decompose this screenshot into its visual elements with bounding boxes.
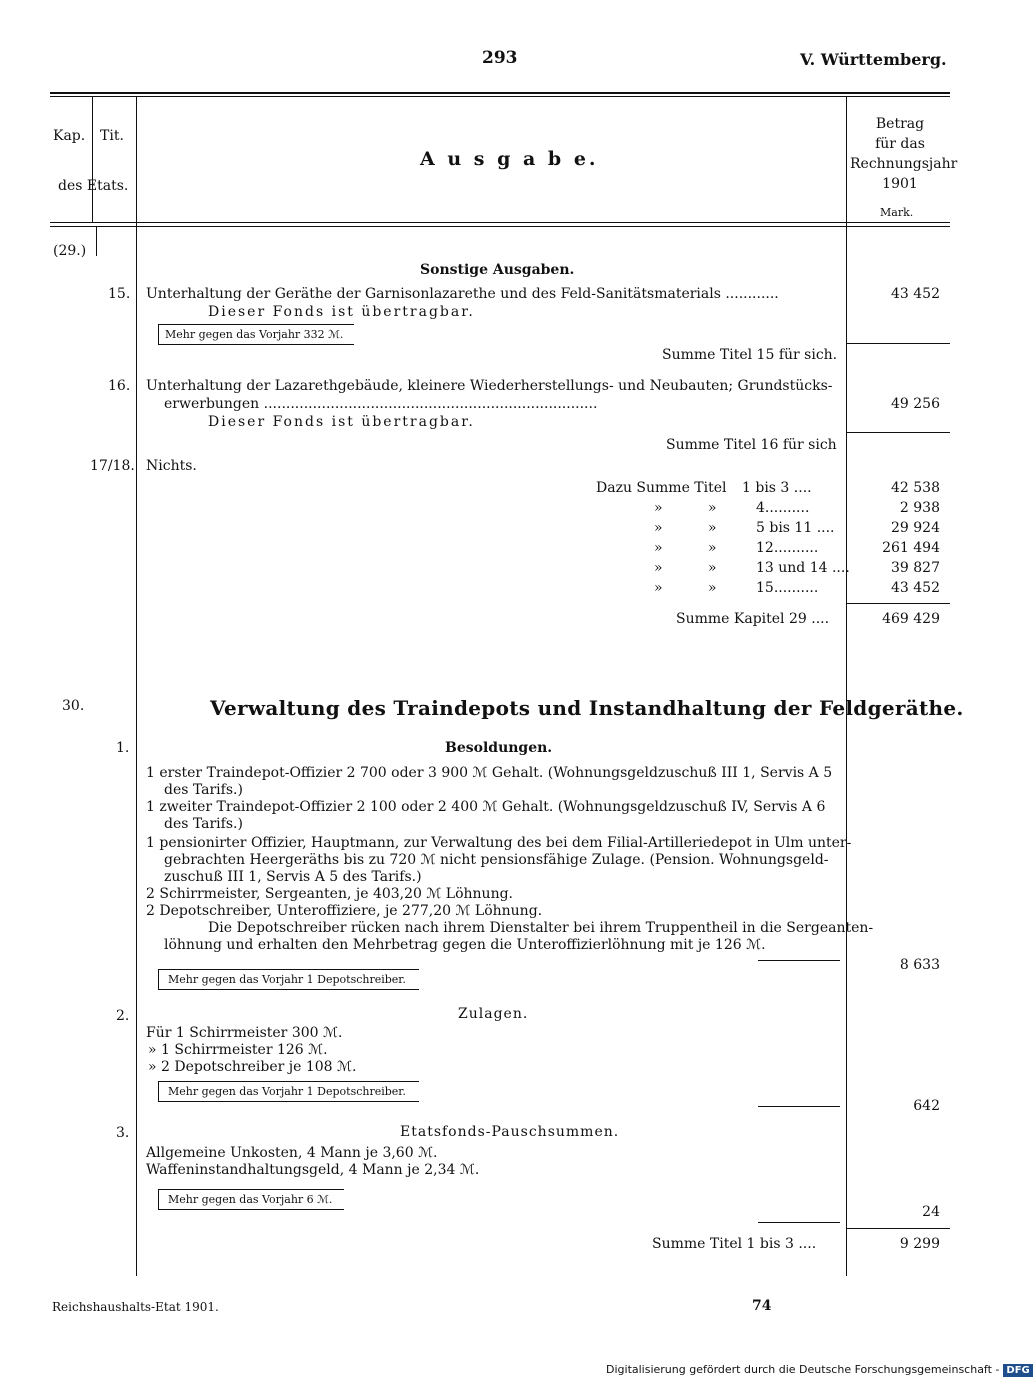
- dazu-ditto-4a: »: [654, 560, 663, 576]
- dazu-range-1: 4..........: [756, 500, 810, 516]
- summe-titel-1-3-value: 9 299: [899, 1236, 940, 1252]
- titel-1-line-6: gebrachten Heergeräths bis zu 720 ℳ nicht pensionsfähige Zulage. (Pension. Wohnungsgeld-: [164, 852, 829, 868]
- betrag-line-3: Rechnungsjahr: [850, 156, 958, 172]
- titel-1-heading: Besoldungen.: [445, 740, 553, 756]
- summe-kapitel-29-value: 469 429: [882, 611, 940, 627]
- titel-1-line-2: des Tarifs.): [164, 782, 243, 798]
- titel-1-line-4: des Tarifs.): [164, 816, 243, 832]
- titel-1-line-7: zuschuß III 1, Servis A 5 des Tarifs.): [164, 869, 422, 885]
- betrag-line-2: für das: [875, 136, 925, 152]
- rule-t3: [758, 1222, 840, 1223]
- col-divider-tit: [136, 96, 137, 1276]
- titel-1-line-3: 1 zweiter Traindepot-Offizier 2 100 oder 2 400 ℳ Gehalt. (Wohnungsgeldzuschuß IV, Servis A 6: [146, 799, 826, 815]
- footer-page: 74: [752, 1298, 772, 1314]
- titel-16-amount: 49 256: [891, 396, 940, 412]
- top-rule-thin: [50, 96, 950, 97]
- dazu-ditto-5b: »: [708, 580, 717, 596]
- dazu-ditto-1b: »: [708, 500, 717, 516]
- titel-2-heading: Zulagen.: [458, 1006, 529, 1022]
- header-rule: [50, 222, 950, 223]
- chapter-30-title: Verwaltung des Traindepots und Instandhaltung der Feldgeräthe.: [210, 696, 964, 720]
- titel-3-amount: 24: [922, 1204, 940, 1220]
- titel-3-note: Mehr gegen das Vorjahr 6 ℳ.: [168, 1193, 333, 1206]
- header-mark: Mark.: [880, 206, 914, 219]
- dazu-ditto-1a: »: [654, 500, 663, 516]
- titel-15-amount: 43 452: [891, 286, 940, 302]
- header-des-etats: des Etats.: [58, 178, 129, 194]
- header-betrag: [850, 114, 958, 194]
- titel-15-text: Unterhaltung der Geräthe der Garnisonlazarethe und des Feld-Sanitätsmaterials ............: [146, 286, 779, 302]
- titel-1-num: 1.: [116, 740, 130, 756]
- dazu-range-4: 13 und 14 ....: [756, 560, 850, 576]
- header-kap: Kap.: [53, 128, 86, 144]
- titel-16-text-1: Unterhaltung der Lazarethgebäude, kleinere Wiederherstellungs- und Neubauten; Grundstücks-: [146, 378, 833, 394]
- header-tit: Tit.: [100, 128, 124, 144]
- rule-summe-30: [846, 1228, 950, 1229]
- dazu-label: Dazu Summe Titel: [596, 480, 727, 496]
- col-divider-kap: [92, 96, 93, 222]
- dazu-ditto-4b: »: [708, 560, 717, 576]
- titel-1-line-11: löhnung und erhalten den Mehrbetrag gegen die Unteroffizierlöhnung mit je 126 ℳ.: [164, 937, 766, 953]
- dazu-ditto-5a: »: [654, 580, 663, 596]
- header-rule-2: [50, 226, 950, 227]
- titel-1-line-8: 2 Schirrmeister, Sergeanten, je 403,20 ℳ Löhnung.: [146, 886, 514, 902]
- titel-3-line-1: Allgemeine Unkosten, 4 Mann je 3,60 ℳ.: [146, 1145, 438, 1161]
- dazu-value-3: 261 494: [882, 540, 940, 556]
- chapter-30-kap: 30.: [62, 698, 85, 714]
- titel-16-summe: Summe Titel 16 für sich: [666, 437, 837, 453]
- dazu-range-5: 15..........: [756, 580, 819, 596]
- footer-dfg: [606, 1363, 1033, 1377]
- dazu-ditto-2a: »: [654, 520, 663, 536]
- dazu-value-4: 39 827: [891, 560, 940, 576]
- titel-2-line-1: Für 1 Schirrmeister 300 ℳ.: [146, 1025, 343, 1041]
- titel-1718-text: Nichts.: [146, 458, 197, 474]
- titel-15-num: 15.: [108, 286, 131, 302]
- titel-1-line-5: 1 pensionirter Offizier, Hauptmann, zur Verwaltung des bei dem Filial-Artilleriedepot in Ulm unter-: [146, 835, 852, 851]
- titel-2-line-2: » 1 Schirrmeister 126 ℳ.: [148, 1042, 328, 1058]
- titel-1-note: Mehr gegen das Vorjahr 1 Depotschreiber.: [168, 973, 406, 986]
- dazu-range-0: 1 bis 3 ....: [742, 480, 812, 496]
- titel-16-num: 16.: [108, 378, 131, 394]
- titel-1-line-10: Die Depotschreiber rücken nach ihrem Dienstalter bei ihrem Truppentheil in die Sergeanten-: [208, 920, 874, 936]
- dazu-value-1: 2 938: [899, 500, 940, 516]
- rule-kapitel-29: [846, 603, 950, 604]
- dazu-value-2: 29 924: [891, 520, 940, 536]
- titel-16-fonds: Dieser Fonds ist übertragbar.: [208, 414, 475, 430]
- rule-t1: [758, 960, 840, 961]
- rule-t2: [758, 1106, 840, 1107]
- titel-1-line-9: 2 Depotschreiber, Unteroffiziere, je 277,20 ℳ Löhnung.: [146, 903, 543, 919]
- summe-titel-1-3: Summe Titel 1 bis 3 ....: [652, 1236, 817, 1252]
- titel-2-num: 2.: [116, 1008, 130, 1024]
- dazu-ditto-3a: »: [654, 540, 663, 556]
- titel-15-note: Mehr gegen das Vorjahr 332 ℳ.: [165, 328, 344, 341]
- titel-2-note: Mehr gegen das Vorjahr 1 Depotschreiber.: [168, 1085, 406, 1098]
- titel-2-amount: 642: [913, 1098, 940, 1114]
- footer-left: Reichshaushalts-Etat 1901.: [52, 1300, 219, 1314]
- betrag-line-1: Betrag: [875, 116, 925, 132]
- dazu-value-5: 43 452: [891, 580, 940, 596]
- titel-1718-num: 17/18.: [90, 458, 135, 474]
- page-number: 293: [482, 48, 518, 68]
- rule-t15: [846, 343, 950, 344]
- titel-3-heading: Etatsfonds-Pauschsummen.: [400, 1124, 620, 1140]
- titel-3-line-2: Waffeninstandhaltungsgeld, 4 Mann je 2,34 ℳ.: [146, 1162, 480, 1178]
- titel-15-summe: Summe Titel 15 für sich.: [662, 347, 838, 363]
- rule-t16: [846, 432, 950, 433]
- chapter-29-kap: (29.): [53, 243, 87, 259]
- dazu-ditto-2b: »: [708, 520, 717, 536]
- col-divider-betrag: [846, 96, 847, 1276]
- dazu-range-3: 12..........: [756, 540, 819, 556]
- col-divider-kap-body: [96, 226, 97, 256]
- dfg-logo-icon: DFG: [1003, 1364, 1032, 1377]
- chapter-29-heading: Sonstige Ausgaben.: [420, 262, 575, 278]
- footer-dfg-text: Digitalisierung gefördert durch die Deutsche Forschungsgemeinschaft -: [606, 1363, 1000, 1376]
- dazu-ditto-3b: »: [708, 540, 717, 556]
- titel-2-line-3: » 2 Depotschreiber je 108 ℳ.: [148, 1059, 357, 1075]
- titel-16-text-2: erwerbungen ...........................................................................: [164, 396, 598, 412]
- header-ausgabe: A u s g a b e.: [420, 148, 599, 170]
- titel-3-num: 3.: [116, 1125, 130, 1141]
- dazu-value-0: 42 538: [891, 480, 940, 496]
- titel-15-fonds: Dieser Fonds ist übertragbar.: [208, 304, 475, 320]
- titel-1-amount: 8 633: [899, 957, 940, 973]
- summe-kapitel-29: Summe Kapitel 29 ....: [676, 611, 830, 627]
- titel-1-line-1: 1 erster Traindepot-Offizier 2 700 oder 3 900 ℳ Gehalt. (Wohnungsgeldzuschuß III 1, Servis A 5: [146, 765, 833, 781]
- betrag-line-4: 1901: [882, 176, 918, 192]
- dazu-range-2: 5 bis 11 ....: [756, 520, 835, 536]
- section-title: V. Württemberg.: [800, 50, 947, 69]
- top-rule: [50, 92, 950, 94]
